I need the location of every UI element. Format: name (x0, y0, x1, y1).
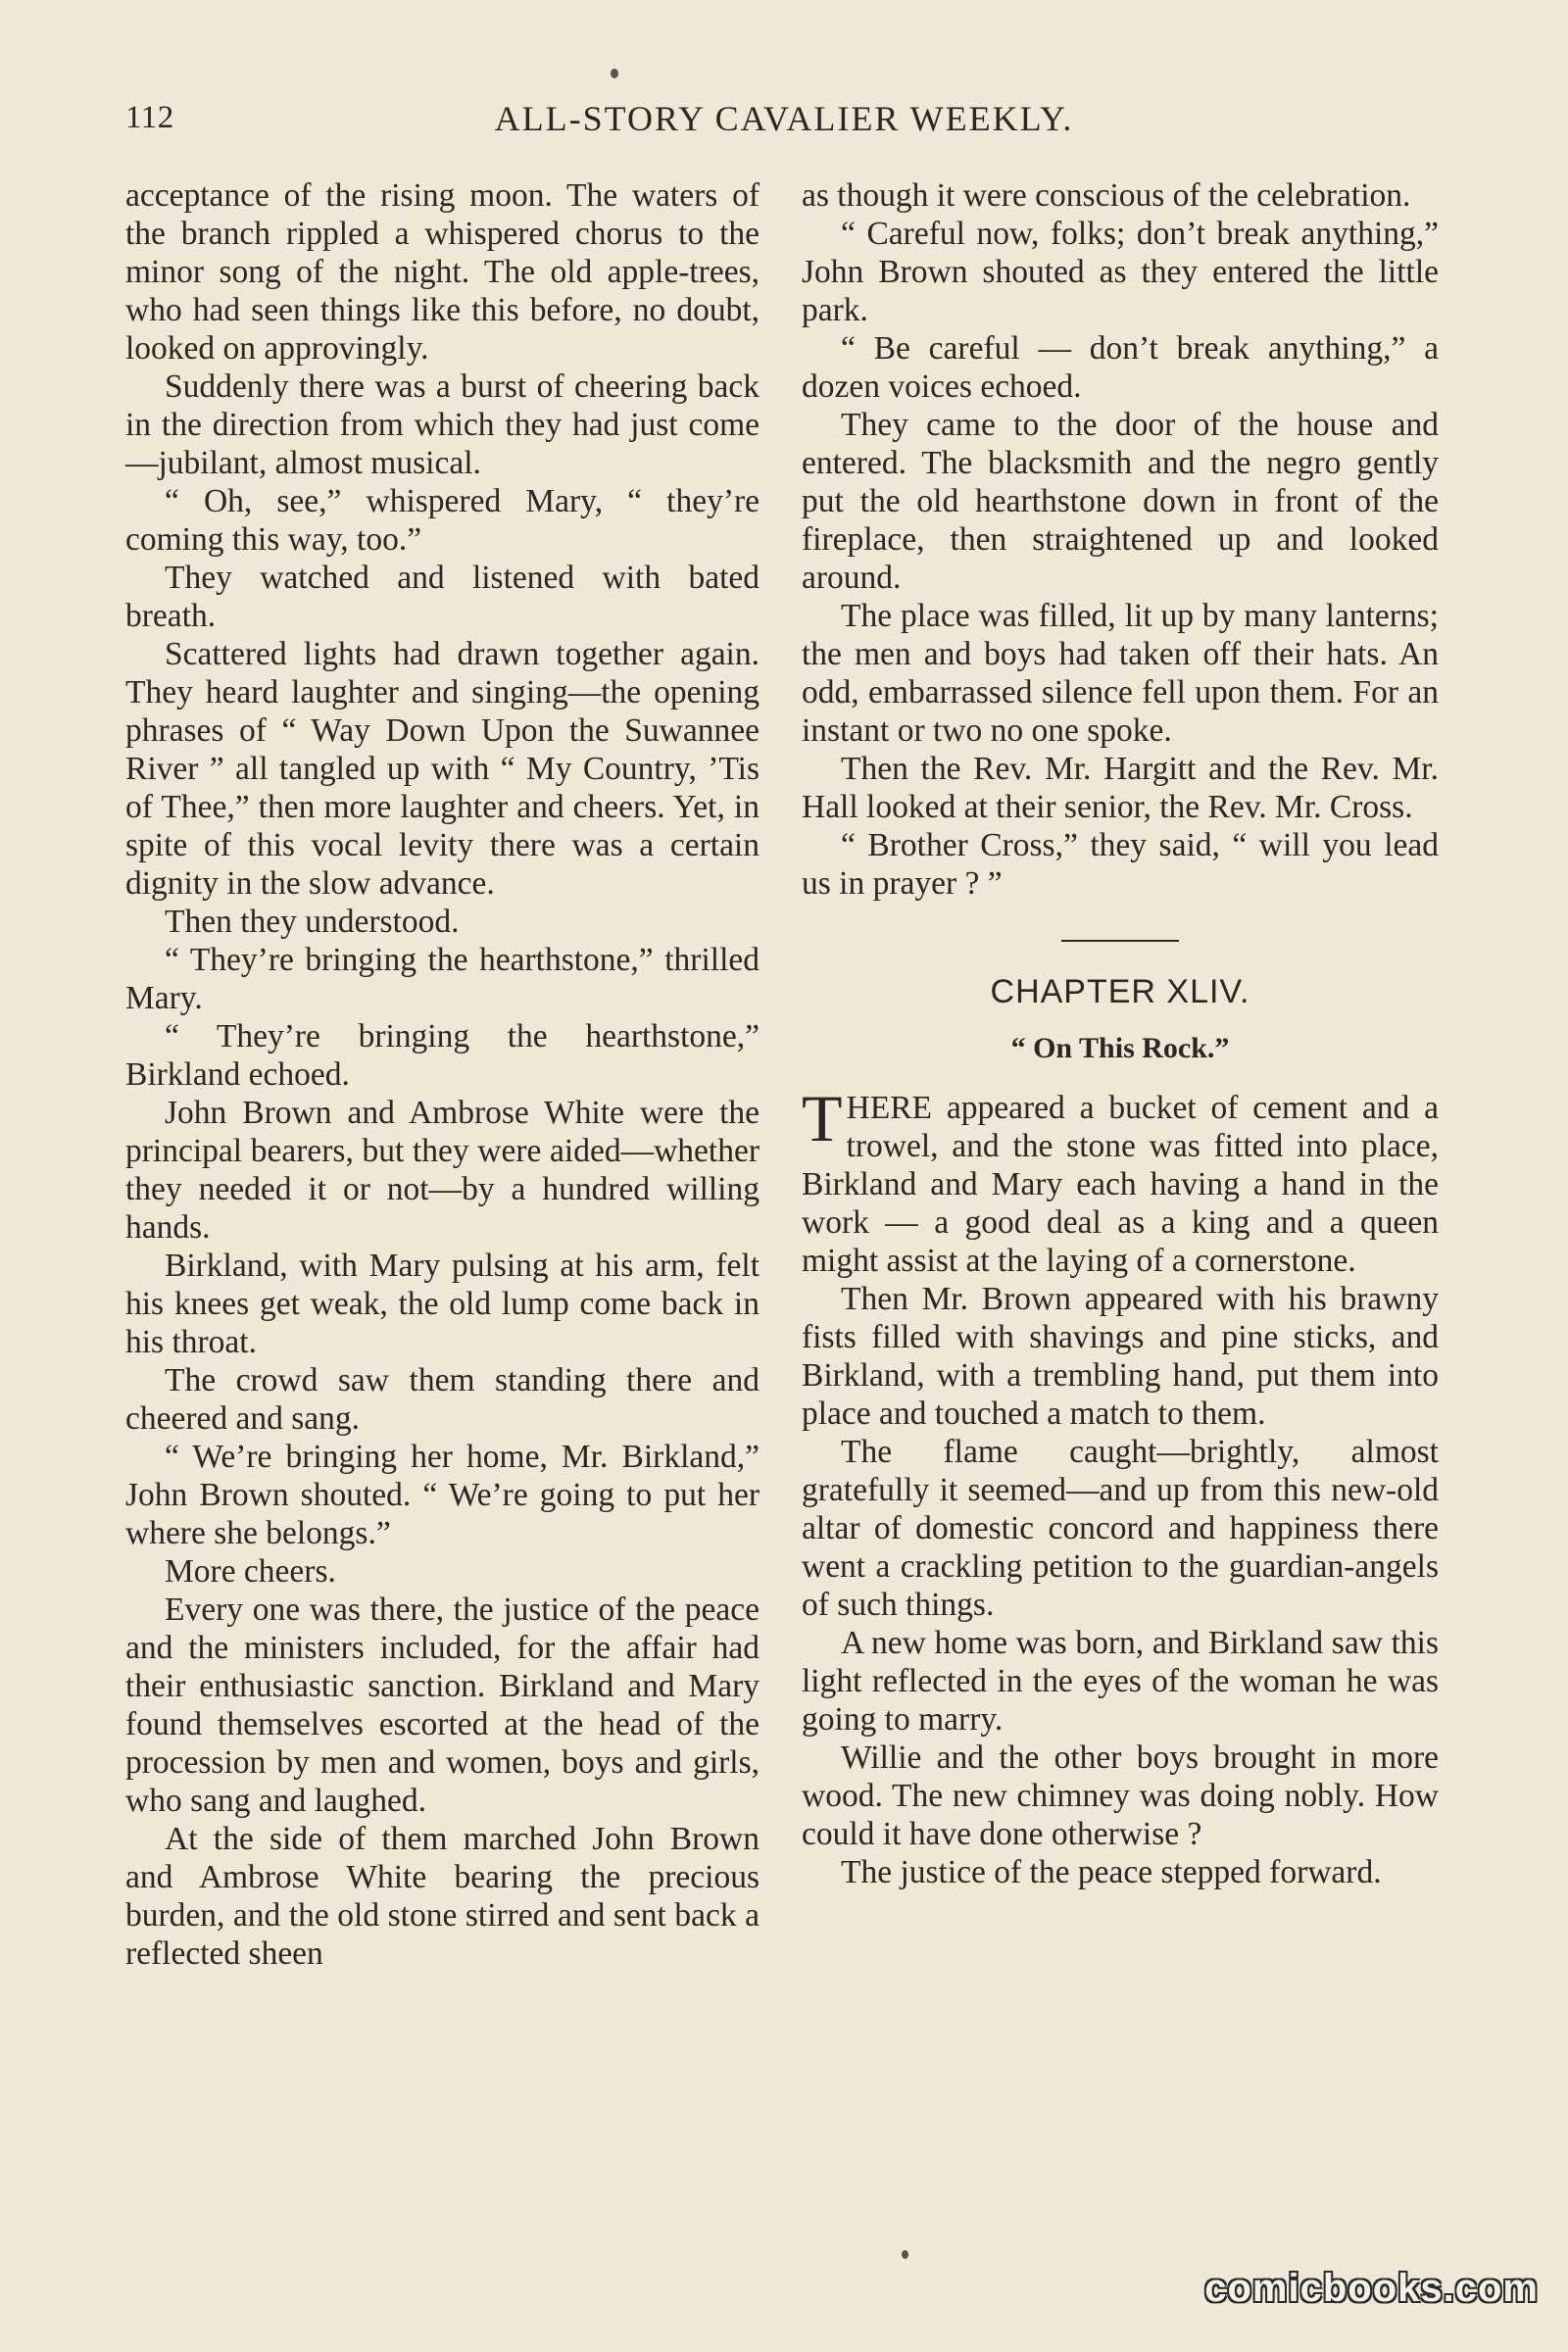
right-column-text-continued (802, 1280, 1439, 1891)
paragraph: acceptance of the rising moon. The waters of the branch rippled a whispered chorus to the minor song of the night. The old apple-trees, who had seen things like this before, no doubt, looked on approvingly. (125, 177, 760, 367)
chapter-divider-rule (1061, 940, 1179, 942)
chapter-title: CHAPTER XLIV. (990, 973, 1250, 1010)
paragraph: They came to the door of the house and entered. The blacksmith and the negro gently put the old hearthstone down in front of the fireplace, then straightened up and looked around. (802, 407, 1439, 596)
printer-mark-dot (611, 69, 618, 78)
paragraph: The place was filled, lit up by many lanterns; the men and boys had taken off their hats. An odd, embarrassed silence fell upon them. For an instant or two no one spoke. (802, 598, 1439, 749)
paragraph: as though it were conscious of the celebration. (802, 177, 1411, 214)
paragraph: The flame caught—brightly, almost gratefully it seemed—and up from this new-old altar of domestic concord and happiness there went a crackling petition to the guardian-angels of such things. (802, 1434, 1439, 1623)
paragraph: Then they understood. (165, 904, 460, 940)
paragraph: Birkland, with Mary pulsing at his arm, felt his knees get weak, the old lump come back in his throat. (125, 1248, 760, 1360)
paragraph: John Brown and Ambrose White were the principal bearers, but they were aided—whether they needed it or not—by a hundred willing hands. (125, 1095, 760, 1246)
paragraph: “ They’re bringing the hearthstone,” Birkland echoed. (125, 1018, 760, 1093)
page-number: 112 (125, 100, 174, 135)
paragraph: More cheers. (165, 1553, 336, 1590)
paragraph: “ They’re bringing the hearthstone,” thrilled Mary. (125, 942, 760, 1016)
paragraph: “ Brother Cross,” they said, “ will you lead us in prayer ? ” (802, 827, 1439, 902)
paragraph: “ Oh, see,” whispered Mary, “ they’re coming this way, too.” (125, 483, 760, 558)
left-column (125, 176, 760, 1973)
paragraph: “ Careful now, folks; don’t break anything,” John Brown shouted as they entered the little park. (802, 216, 1439, 328)
chapter-subtitle: “ On This Rock.” (1010, 1032, 1230, 1064)
opening-paragraph-text: HERE appeared a bucket of cement and a trowel, and the stone was fitted into place, Birkland and Mary each having a hand in the work — a good deal as a king and a queen might assist at the laying of a cornerstone. (802, 1090, 1439, 1279)
running-head: ALL-STORY CAVALIER WEEKLY. (494, 99, 1074, 138)
paragraph: They watched and listened with bated breath. (125, 560, 760, 634)
site-watermark: comicbooks.com (1204, 2267, 1539, 2310)
paragraph: Willie and the other boys brought in more wood. The new chimney was doing nobly. How could it have done otherwise ? (802, 1740, 1439, 1852)
paragraph: Suddenly there was a burst of cheering back in the direction from which they had just come—jubilant, almost musical. (125, 368, 760, 481)
right-column (802, 176, 1439, 1891)
drop-cap: T (802, 1081, 843, 1155)
paragraph: The justice of the peace stepped forward. (841, 1854, 1382, 1890)
paragraph: Scattered lights had drawn together again. They heard laughter and singing—the opening phrases of “ Way Down Upon the Suwannee River ” all tangled up with “ My Country, ’Tis of Thee,” then more laughter and cheers. Yet, in spite of this vocal levity there was a certain dignity in the slow advance. (125, 636, 760, 902)
right-column-text (802, 176, 1439, 903)
paragraph: Then Mr. Brown appeared with his brawny fists filled with shavings and pine sticks, and Birkland, with a trembling hand, put them into place and touched a match to them. (802, 1281, 1439, 1432)
paragraph: Every one was there, the justice of the peace and the ministers included, for the affair had their enthusiastic sanction. Birkland and Mary found themselves escorted at the head of the procession by men and women, boys and girls, who sang and laughed. (125, 1592, 760, 1819)
paragraph: The crowd saw them standing there and cheered and sang. (125, 1362, 760, 1437)
paragraph: Then the Rev. Mr. Hargitt and the Rev. Mr. Hall looked at their senior, the Rev. Mr. Cross. (802, 751, 1439, 825)
paragraph: At the side of them marched John Brown and Ambrose White bearing the precious burden, and the old stone stirred and sent back a reflected sheen (125, 1821, 760, 1972)
paragraph: “ We’re bringing her home, Mr. Birkland,” John Brown shouted. “ We’re going to put her where she belongs.” (125, 1439, 760, 1551)
printer-mark-dot (902, 2250, 908, 2259)
paragraph: A new home was born, and Birkland saw this light reflected in the eyes of the woman he was going to marry. (802, 1625, 1439, 1738)
chapter-opening-paragraph (802, 1081, 1439, 1280)
paragraph: “ Be careful — don’t break anything,” a dozen voices echoed. (802, 330, 1439, 405)
